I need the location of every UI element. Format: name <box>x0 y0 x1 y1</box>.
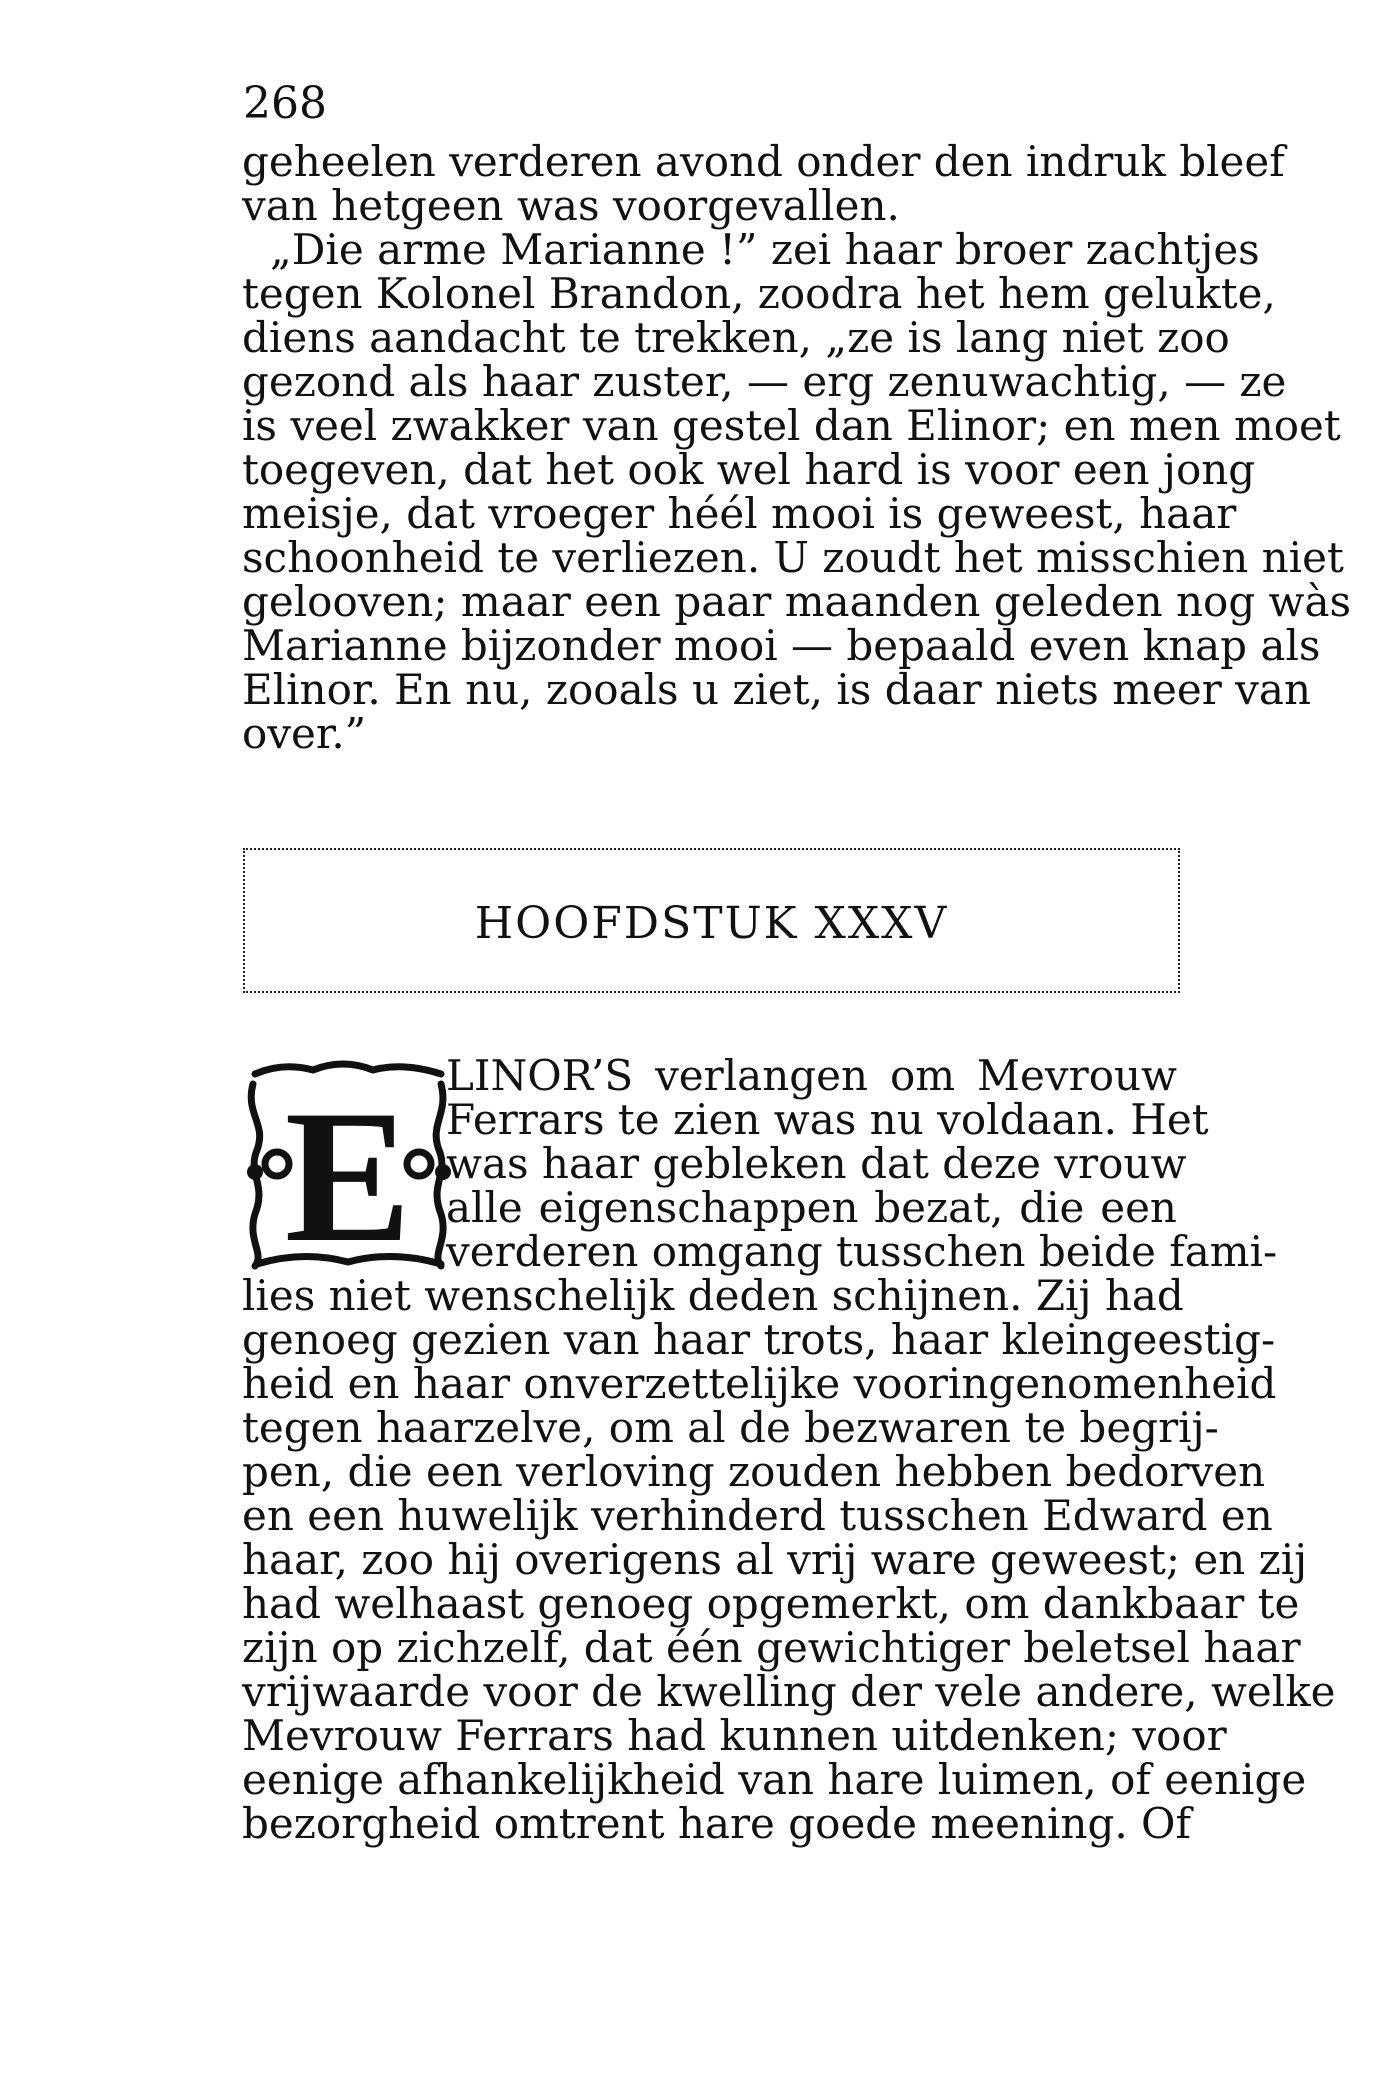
text-line: verderen omgang tusschen beide fami- <box>446 1227 1278 1276</box>
text-line: gezond als haar zuster, — erg zenuwachtig, — ze <box>242 357 1287 406</box>
text-line: had welhaast genoeg opgemerkt, om dankbaar te <box>242 1579 1300 1628</box>
text-line: genoeg gezien van haar trots, haar kleingeestig- <box>242 1315 1276 1364</box>
text-line: is veel zwakker van gestel dan Elinor; en men moet <box>242 401 1341 450</box>
text-line: heid en haar onverzettelijke vooringenomenheid <box>242 1359 1277 1408</box>
text-line: geheelen verderen avond onder den indruk bleef <box>242 137 1285 186</box>
text-line: en een huwelijk verhinderd tusschen Edward en <box>242 1491 1273 1540</box>
text-line: meisje, dat vroeger héél mooi is geweest, haar <box>242 489 1237 538</box>
text-line: „Die arme Marianne !” zei haar broer zachtjes <box>270 225 1260 274</box>
text-line: Marianne bijzonder mooi — bepaald even knap als <box>242 621 1321 670</box>
text-line: pen, die een verloving zouden hebben bedorven <box>242 1447 1266 1496</box>
text-line: tegen haarzelve, om al de bezwaren te begrij- <box>242 1403 1219 1452</box>
text-line: vrijwaarde voor de kwelling der vele andere, welke <box>242 1667 1336 1716</box>
text-line: LINOR’S verlangen om Mevrouw <box>446 1051 1177 1100</box>
text-line: Ferrars te zien was nu voldaan. Het <box>446 1095 1209 1144</box>
chapter-heading-box <box>243 848 1180 993</box>
text-line: toegeven, dat het ook wel hard is voor een jong <box>242 445 1256 494</box>
dropcap-ornament <box>243 1054 453 1272</box>
text-line: over.” <box>242 709 367 758</box>
dropcap-letter: E <box>284 1072 412 1272</box>
page-number: 268 <box>243 78 327 129</box>
text-line: schoonheid te verliezen. U zoudt het misschien niet <box>242 533 1344 582</box>
text-line: tegen Kolonel Brandon, zoodra het hem gelukte, <box>242 269 1276 318</box>
text-line: gelooven; maar een paar maanden geleden nog wàs <box>242 577 1352 626</box>
text-line: haar, zoo hij overigens al vrij ware geweest; en zij <box>242 1535 1308 1584</box>
text-line: van hetgeen was voorgevallen. <box>242 181 900 230</box>
text-line: Mevrouw Ferrars had kunnen uitdenken; voor <box>242 1711 1227 1760</box>
chapter-title: HOOFDSTUK XXXV <box>474 898 949 949</box>
text-line: diens aandacht te trekken, „ze is lang niet zoo <box>242 313 1230 362</box>
text-line: eenige afhankelijkheid van hare luimen, of eenige <box>242 1755 1307 1804</box>
text-line: zijn op zichzelf, dat één gewichtiger beletsel haar <box>242 1623 1301 1672</box>
text-line: Elinor. En nu, zooals u ziet, is daar niets meer van <box>242 665 1311 714</box>
text-line: lies niet wenschelijk deden schijnen. Zij had <box>242 1271 1184 1320</box>
text-line: alle eigenschappen bezat, die een <box>446 1183 1177 1232</box>
text-line: bezorgheid omtrent hare goede meening. Of <box>242 1799 1192 1848</box>
text-line: was haar gebleken dat deze vrouw <box>446 1139 1187 1188</box>
